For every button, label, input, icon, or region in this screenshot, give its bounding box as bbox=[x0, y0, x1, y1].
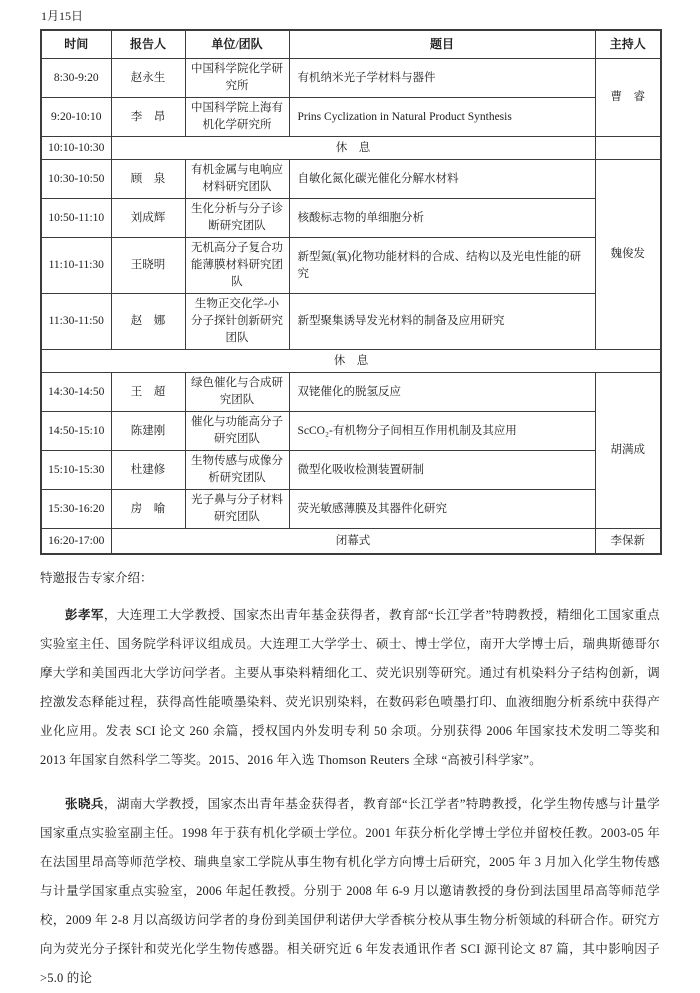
table-row bbox=[41, 199, 661, 238]
table-row bbox=[41, 238, 661, 294]
time-cell: 9:20-10:10 bbox=[41, 98, 111, 137]
unit-cell: 绿色催化与合成研究团队 bbox=[185, 373, 289, 412]
title-cell: ScCO₂-有机物分子间相互作用机制及其应用 bbox=[289, 412, 595, 451]
time-cell: 14:30-14:50 bbox=[41, 373, 111, 412]
title-cell: 自敏化氮化碳光催化分解水材料 bbox=[289, 160, 595, 199]
speaker-cell: 刘成辉 bbox=[111, 199, 185, 238]
unit-cell: 有机金属与电响应材料研究团队 bbox=[185, 160, 289, 199]
expert-name: 张晓兵 bbox=[65, 797, 104, 811]
title-cell: 核酸标志物的单细胞分析 bbox=[289, 199, 595, 238]
title-cell: 新型聚集诱导发光材料的制备及应用研究 bbox=[289, 294, 595, 350]
expert-bio-paragraph bbox=[40, 601, 660, 775]
unit-cell: 生物正交化学-小分子探针创新研究团队 bbox=[185, 294, 289, 350]
table-row bbox=[41, 451, 661, 490]
table-row bbox=[41, 294, 661, 350]
speaker-cell: 李 昂 bbox=[111, 98, 185, 137]
host-cell: 胡满成 bbox=[595, 373, 661, 529]
table-header-row bbox=[41, 30, 661, 59]
header-unit: 单位/团队 bbox=[185, 30, 289, 59]
time-cell: 10:10-10:30 bbox=[41, 137, 111, 160]
table-row bbox=[41, 490, 661, 529]
time-cell: 11:10-11:30 bbox=[41, 238, 111, 294]
table-row bbox=[41, 59, 661, 98]
speaker-cell: 赵 娜 bbox=[111, 294, 185, 350]
host-cell-empty bbox=[595, 137, 661, 160]
host-cell: 魏俊发 bbox=[595, 160, 661, 350]
break-label: 休 息 bbox=[41, 350, 661, 373]
unit-cell: 光子鼻与分子材料研究团队 bbox=[185, 490, 289, 529]
expert-bio-paragraph bbox=[40, 790, 660, 993]
host-cell: 曹 睿 bbox=[595, 59, 661, 137]
time-cell: 16:20-17:00 bbox=[41, 529, 111, 555]
title-cell: Prins Cyclization in Natural Product Synthesis bbox=[289, 98, 595, 137]
table-row bbox=[41, 98, 661, 137]
schedule-table bbox=[40, 29, 662, 555]
speaker-cell: 杜建修 bbox=[111, 451, 185, 490]
break-label: 休 息 bbox=[111, 137, 595, 160]
header-time: 时间 bbox=[41, 30, 111, 59]
time-cell: 15:10-15:30 bbox=[41, 451, 111, 490]
expert-name: 彭孝军 bbox=[65, 608, 104, 622]
time-cell: 8:30-9:20 bbox=[41, 59, 111, 98]
header-title: 题目 bbox=[289, 30, 595, 59]
title-cell: 新型氮(氧)化物功能材料的合成、结构以及光电性能的研究 bbox=[289, 238, 595, 294]
unit-cell: 生物传感与成像分析研究团队 bbox=[185, 451, 289, 490]
unit-cell: 催化与功能高分子研究团队 bbox=[185, 412, 289, 451]
header-speaker: 报告人 bbox=[111, 30, 185, 59]
table-row bbox=[41, 373, 661, 412]
date-label: 1月15日 bbox=[41, 9, 84, 23]
break-row bbox=[41, 137, 661, 160]
intro-heading: 特邀报告专家介绍： bbox=[40, 571, 153, 585]
time-cell: 10:50-11:10 bbox=[41, 199, 111, 238]
host-cell: 李保新 bbox=[595, 529, 661, 555]
unit-cell: 中国科学院化学研究所 bbox=[185, 59, 289, 98]
table-row bbox=[41, 412, 661, 451]
closing-row bbox=[41, 529, 661, 555]
speaker-cell: 陈建刚 bbox=[111, 412, 185, 451]
speaker-cell: 顾 泉 bbox=[111, 160, 185, 199]
expert-bio-text: ，大连理工大学教授、国家杰出青年基金获得者，教育部“长江学者”特聘教授，精细化工国家重点实验室主任、国务院学科评议组成员。大连理工大学学士、硕士、博士学位，南开大学博士后，瑞典斯德哥尔摩大学和美国西北大学访问学者。主要从事染料精细化工、荧光识别等研究。通过有机染料分子结构创新，调控激发态释能过程，获得高性能喷墨染料、荧光识别染料，在数码彩色喷墨打印、血液细胞分析系统中获得产业化应用。发表 SCI 论文 260 余篇，授权国内外发明专利 50 余项。分别获得 2006 年国家技术发明二等奖和 2013 年国家自然科学二等奖。2015、2016 年入选 Thomson Reuters 全球 “高被引科学家”。 bbox=[40, 608, 660, 767]
expert-bio-text: ，湖南大学教授，国家杰出青年基金获得者，教育部“长江学者”特聘教授，化学生物传感与计量学国家重点实验室副主任。1998 年于获有机化学硕士学位。2001 年获分析化学博士学位并留校任教。2003-05 年在法国里昂高等师范学校、瑞典皇家工学院从事生物有机化学方向博士后研究，2005 年 3 月加入化学生物传感与计量学国家重点实验室，2006 年起任教授。分别于 2008 年 6-9 月以邀请教授的身份到法国里昂高等师范学校，2009 年 2-8 月以高级访问学者的身份到美国伊利诺伊大学香槟分校从事生物分析领域的科研合作。研究方向为荧光分子探针和荧光化学生物传感器。相关研究近 6 年发表通讯作者 SCI 源刊论文 87 篇，其中影响因子>5.0 的论 bbox=[40, 797, 660, 985]
unit-cell: 中国科学院上海有机化学研究所 bbox=[185, 98, 289, 137]
speaker-cell: 赵永生 bbox=[111, 59, 185, 98]
title-cell: 双铑催化的脱氢反应 bbox=[289, 373, 595, 412]
table-row bbox=[41, 160, 661, 199]
title-cell: 有机纳米光子学材料与器件 bbox=[289, 59, 595, 98]
break-row bbox=[41, 350, 661, 373]
closing-label: 闭幕式 bbox=[111, 529, 595, 555]
unit-cell: 无机高分子复合功能薄膜材料研究团队 bbox=[185, 238, 289, 294]
title-cell: 微型化吸收检测装置研制 bbox=[289, 451, 595, 490]
time-cell: 11:30-11:50 bbox=[41, 294, 111, 350]
speaker-cell: 王 超 bbox=[111, 373, 185, 412]
header-host: 主持人 bbox=[595, 30, 661, 59]
time-cell: 14:50-15:10 bbox=[41, 412, 111, 451]
time-cell: 10:30-10:50 bbox=[41, 160, 111, 199]
unit-cell: 生化分析与分子诊断研究团队 bbox=[185, 199, 289, 238]
speaker-cell: 王晓明 bbox=[111, 238, 185, 294]
speaker-cell: 房 喻 bbox=[111, 490, 185, 529]
title-cell: 荧光敏感薄膜及其器件化研究 bbox=[289, 490, 595, 529]
time-cell: 15:30-16:20 bbox=[41, 490, 111, 529]
